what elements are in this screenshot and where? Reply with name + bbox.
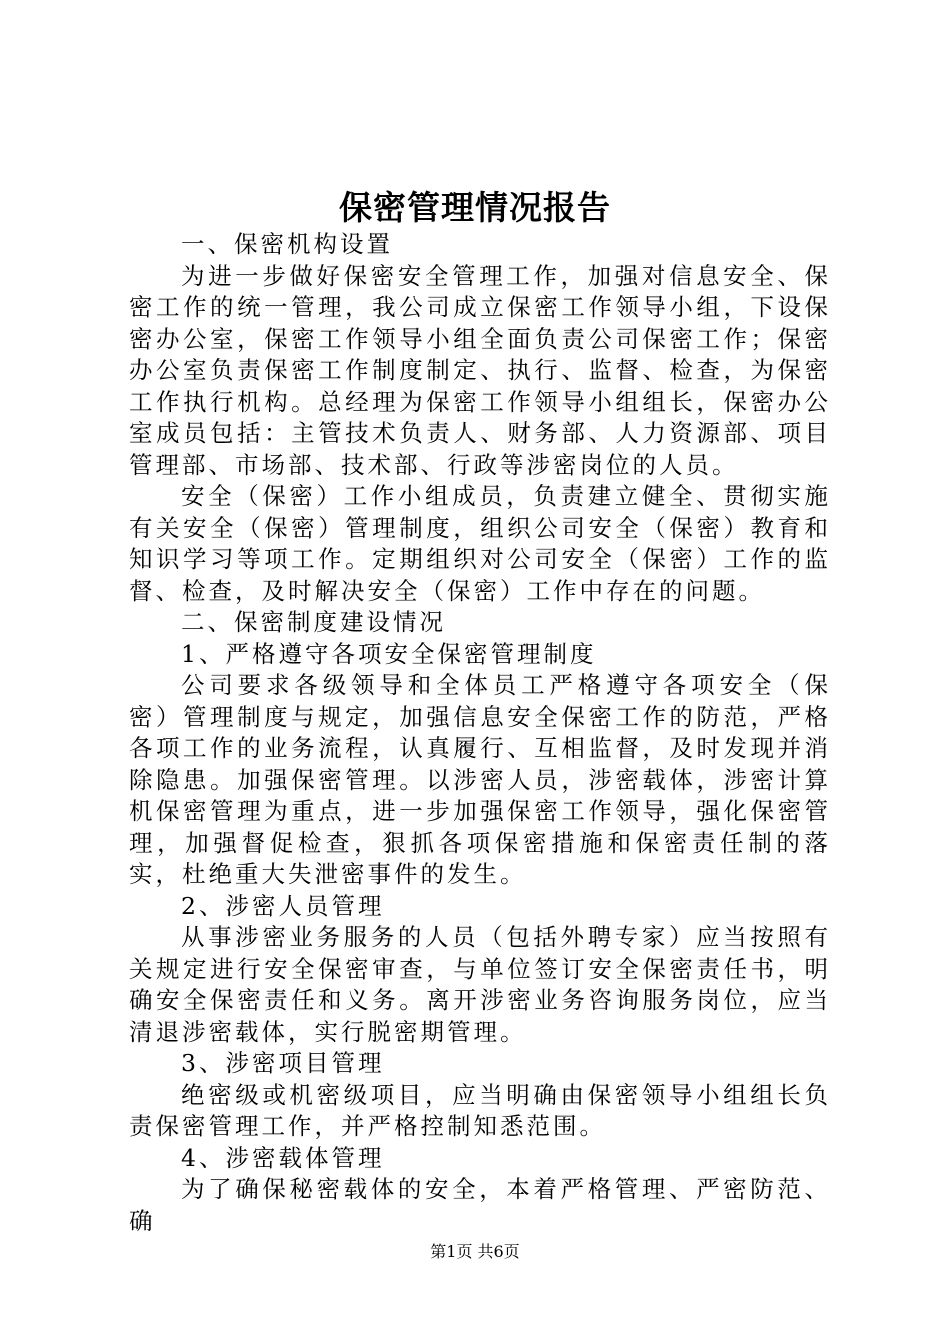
section-heading: 二、保密制度建设情况 — [181, 608, 446, 636]
body-paragraph: 为进一步做好保密安全管理工作，加强对信息安全、保密工作的统一管理，我公司成立保密工作领导小组，下设保密办公室，保密工作领导小组全面负责公司保密工作；保密办公室负责保密工作制度制定、执行、监督、检查，为保密工作执行机构。总经理为保密工作领导小组组长，保密办公室成员包括：主管技术负责人、财务部、人力资源部、项目管理部、市场部、技术部、行政等涉密岗位的人员。 — [129, 261, 831, 479]
body-paragraph: 安全（保密）工作小组成员，负责建立健全、贯彻实施有关安全（保密）管理制度，组织公司安全（保密）教育和知识学习等项工作。定期组织对公司安全（保密）工作的监督、检查，及时解决安全（保密）工作中存在的问题。 — [129, 482, 831, 605]
body-paragraph: 绝密级或机密级项目，应当明确由保密领导小组组长负责保密管理工作，并严格控制知悉范围。 — [129, 1080, 831, 1140]
document-title: 保密管理情况报告 — [339, 188, 611, 227]
body-paragraph: 公司要求各级领导和全体员工严格遵守各项安全（保密）管理制度与规定，加强信息安全保密工作的防范，严格各项工作的业务流程，认真履行、互相监督，及时发现并消除隐患。加强保密管理。以涉密人员，涉密载体，涉密计算机保密管理为重点，进一步加强保密工作领导，强化保密管理，加强督促检查，狠抓各项保密措施和保密责任制的落实，杜绝重大失泄密事件的发生。 — [129, 671, 831, 888]
subsection-heading: 4、涉密载体管理 — [181, 1143, 385, 1172]
subsection-heading: 1、严格遵守各项安全保密管理制度 — [181, 639, 597, 668]
subsection-heading: 3、涉密项目管理 — [181, 1049, 385, 1077]
page-footer: 第1页 共6页 — [430, 1242, 520, 1261]
subsection-heading: 2、涉密人员管理 — [181, 891, 385, 920]
document-body — [129, 229, 831, 1237]
body-paragraph: 为了确保秘密载体的安全，本着严格管理、严密防范、确 — [129, 1175, 831, 1235]
section-heading: 一、保密机构设置 — [181, 230, 393, 258]
body-paragraph: 从事涉密业务服务的人员（包括外聘专家）应当按照有关规定进行安全保密审查，与单位签订安全保密责任书，明确安全保密责任和义务。离开涉密业务咨询服务岗位，应当清退涉密载体，实行脱密期管理。 — [129, 923, 831, 1046]
